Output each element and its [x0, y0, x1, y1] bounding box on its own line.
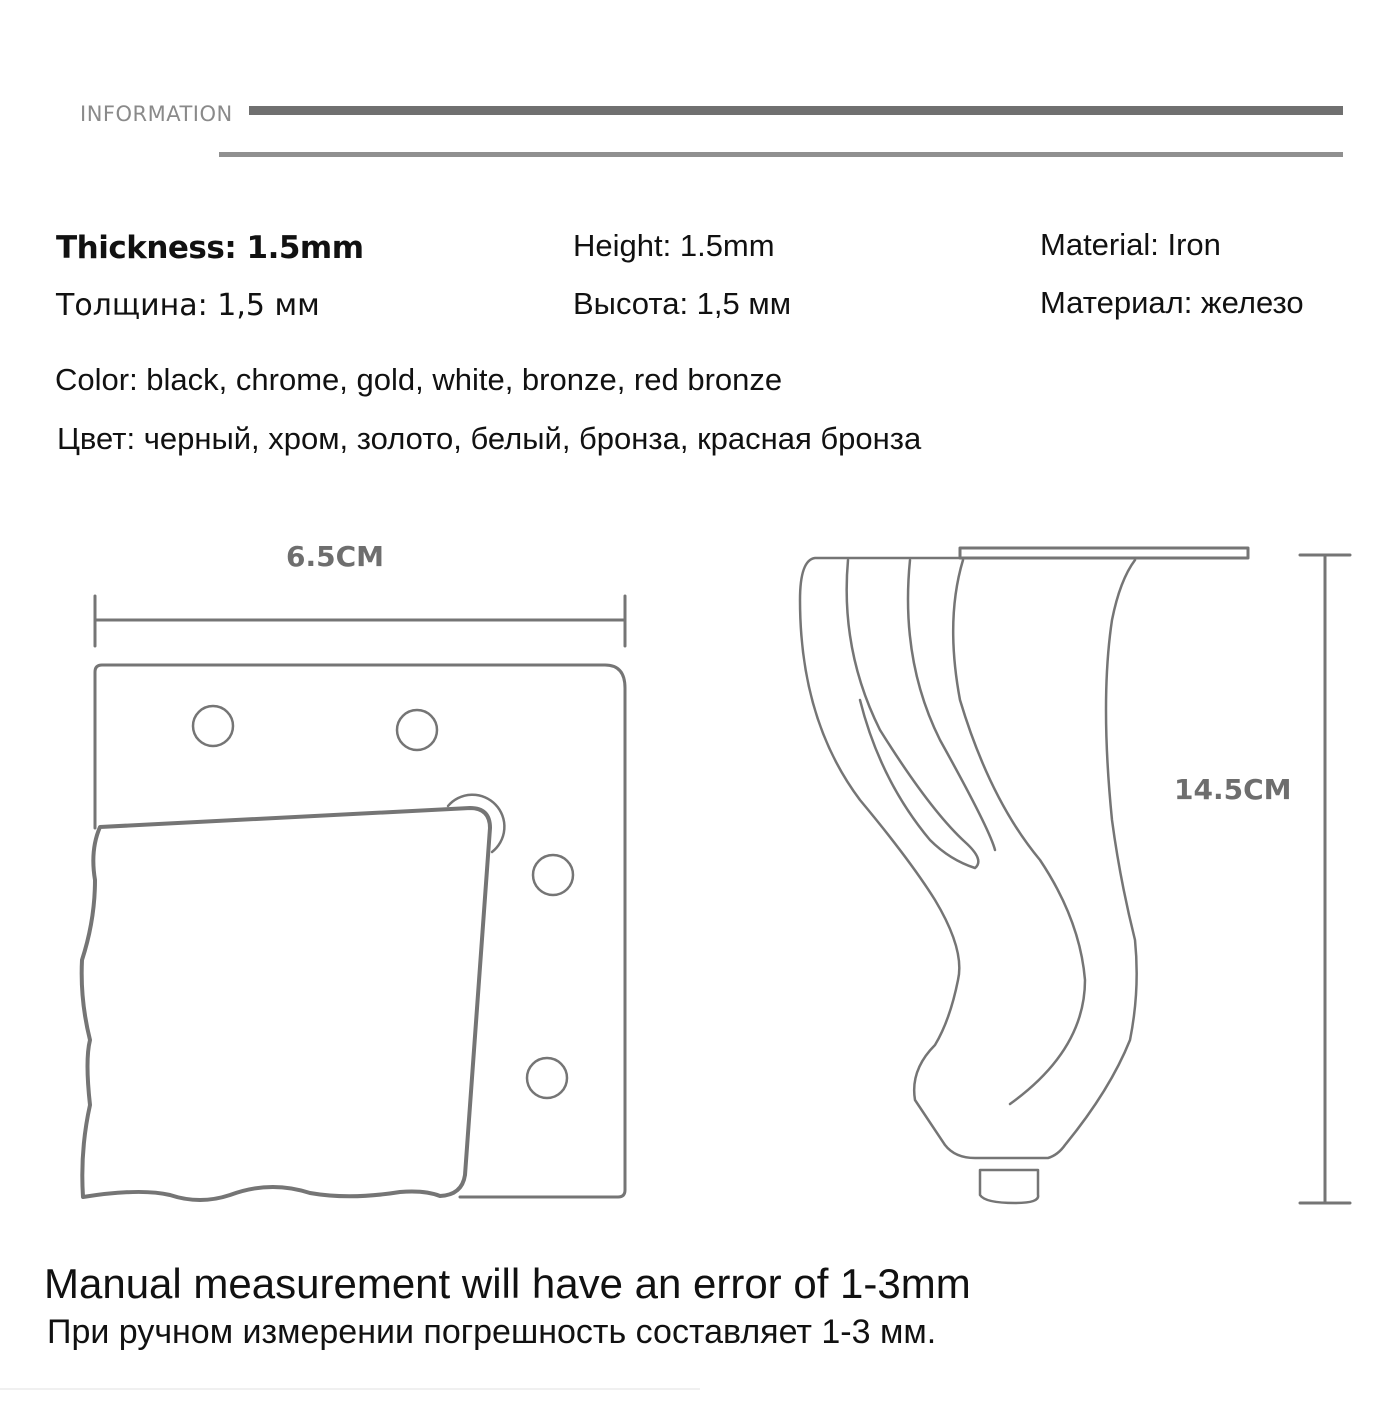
furniture-leg-icon [800, 548, 1248, 1203]
spec-thickness-ru: Толщина: 1,5 мм [56, 288, 320, 323]
cushion-icon [82, 808, 490, 1200]
spec-height-ru: Высота: 1,5 мм [573, 286, 792, 321]
width-dimension-line [95, 596, 625, 646]
spec-color-ru: Цвет: черный, хром, золото, белый, бронза, красная бронза [57, 421, 922, 456]
spec-color-en: Color: black, chrome, gold, white, bronze, red bronze [55, 362, 783, 397]
height-dimension-label: 14.5CM [1174, 773, 1292, 806]
spec-material-en: Material: Iron [1040, 227, 1221, 262]
height-dimension-line [1300, 555, 1350, 1203]
spec-thickness-en: Thickness: 1.5mm [56, 230, 364, 266]
section-label: INFORMATION [80, 102, 233, 126]
spec-material-ru: Материал: железо [1040, 285, 1304, 320]
footer-divider [0, 1388, 700, 1390]
measurement-note-en: Manual measurement will have an error of 1-3mm [44, 1260, 971, 1307]
spec-height-en: Height: 1.5mm [573, 228, 775, 263]
measurement-note-ru: При ручном измерении погрешность составляет 1-3 мм. [47, 1313, 937, 1351]
width-dimension-label: 6.5CM [286, 540, 385, 573]
